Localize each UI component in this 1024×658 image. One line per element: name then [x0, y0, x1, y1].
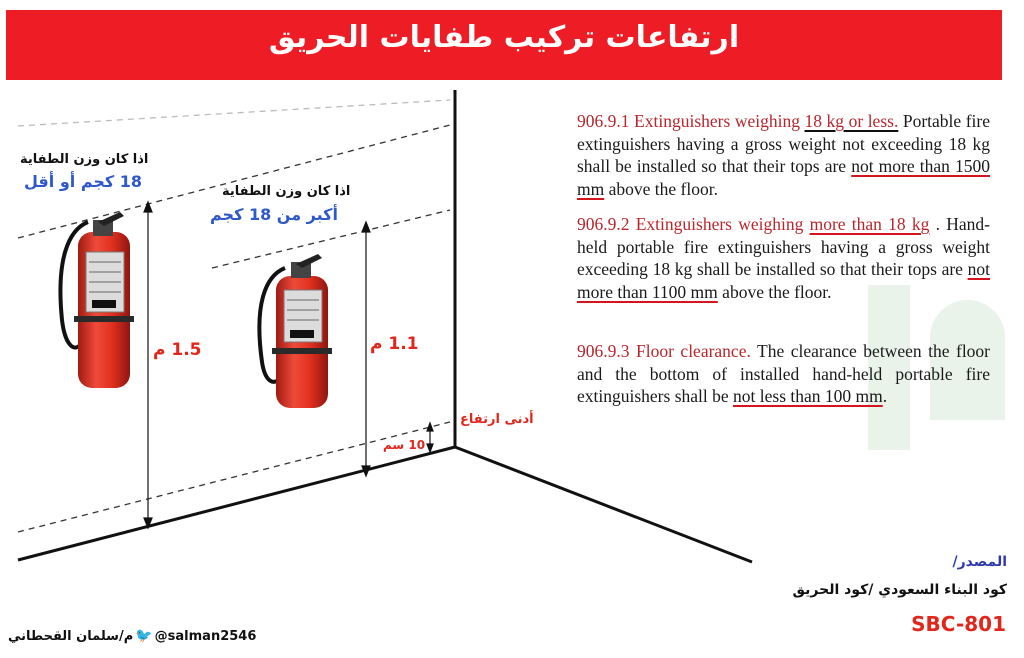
section-body-end: above the floor.	[604, 178, 718, 199]
page-title: ارتفاعات تركيب طفايات الحريق	[268, 20, 740, 55]
section-body-end: above the floor.	[717, 281, 832, 302]
left-weight-condition: اذا كان وزن الطفاية	[20, 152, 149, 167]
min-height-label: أدنى ارتفاع	[460, 412, 534, 427]
min-height-value: 10 سم	[383, 438, 426, 452]
section-body-underlined: not more than 1500 mm	[577, 156, 990, 199]
section-body: Portable fire extinguishers having a gross weight not exceeding 18 kg shall be installed so that their tops are	[577, 111, 991, 176]
left-wall-floor-line	[18, 447, 455, 560]
right-weight-condition: اذا كان وزن الطفاية	[222, 184, 351, 199]
arrowhead	[362, 222, 370, 232]
section-heading-end: .	[893, 111, 899, 131]
right-floor-line	[455, 447, 752, 562]
source-code-name: كود البناء السعودي /كود الحريق	[792, 582, 1007, 598]
height-label-1-5m: 1.5 م	[153, 340, 202, 360]
section-heading-underlined: more than 18 kg	[809, 214, 930, 234]
extinguisher-left	[60, 212, 134, 388]
arrowhead	[427, 444, 433, 452]
twitter-icon: 🐦	[135, 628, 153, 644]
section-body-underlined: not more than 1100 mm	[577, 259, 990, 302]
code-number: SBC-801	[911, 612, 1006, 636]
arrowhead	[427, 423, 433, 431]
section-body-end: .	[882, 386, 888, 406]
height-label-1-1m: 1.1 م	[370, 334, 419, 354]
section-body: The clearance between the floor and the bottom of installed hand-held portable fire extinguishers shall be	[577, 341, 991, 406]
extinguisher-right	[259, 254, 332, 408]
section-heading: 906.9.1 Extinguishers weighing	[577, 111, 805, 131]
code-section-906-9-3	[577, 340, 990, 408]
bracket	[74, 316, 134, 322]
top-faint-line	[18, 100, 450, 126]
bracket	[272, 348, 332, 354]
section-body: . Hand-held portable fire extinguishers having a gross weight exceeding 18 kg shall be installed so that their tops are	[577, 214, 990, 279]
code-section-906-9-2	[577, 213, 990, 303]
author-credit	[8, 628, 256, 644]
section-heading-underlined: 18 kg or less	[804, 111, 894, 131]
right-weight-value: أكبر من 18 كجم	[210, 205, 338, 224]
source-label: المصدر/	[952, 554, 1007, 570]
section-heading: 906.9.2 Extinguishers weighing	[577, 214, 810, 234]
left-weight-value: 18 كجم أو أقل	[24, 172, 143, 191]
twitter-handle[interactable]: @salman2546	[154, 629, 257, 644]
section-body-underlined: not less than 100 mm	[733, 386, 883, 406]
author-name: م/سلمان القحطاني	[8, 629, 134, 644]
code-section-906-9-1	[577, 110, 990, 200]
section-heading: 906.9.3 Floor clearance.	[577, 341, 751, 361]
